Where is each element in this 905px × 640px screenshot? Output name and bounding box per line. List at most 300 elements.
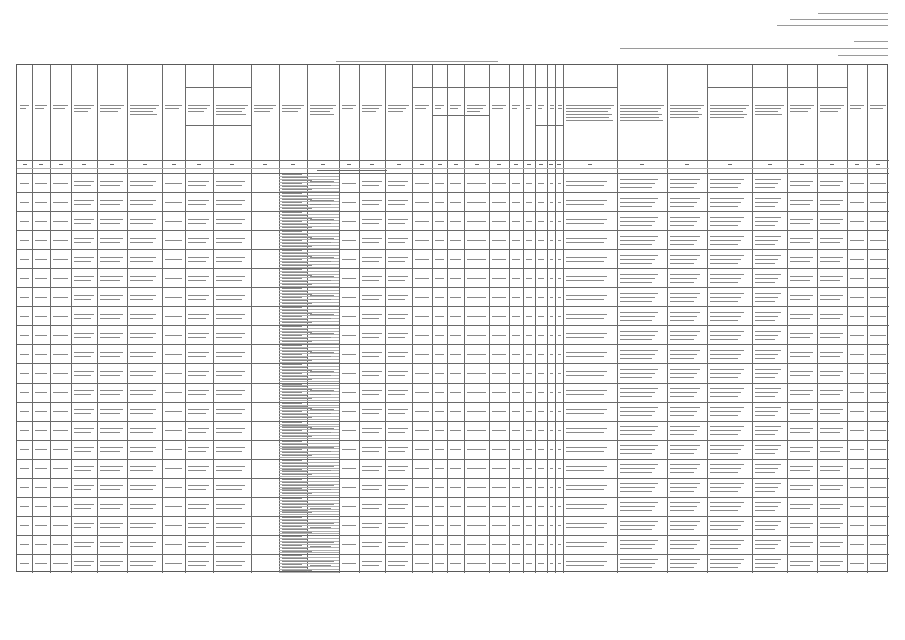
cell-text-line (755, 354, 778, 355)
cell-text-line (100, 546, 120, 547)
cell-text-line (620, 335, 655, 336)
cell-text-line (620, 350, 658, 351)
cell-text-line (282, 278, 302, 279)
cell-text-line (820, 185, 840, 186)
cell-text-line (388, 470, 405, 471)
cell-text-line (710, 563, 741, 564)
cell-text-line (467, 316, 486, 317)
cell-text-line (310, 527, 331, 528)
cell-text-line (388, 489, 405, 490)
cell-text-line (855, 164, 859, 165)
cell-text-line (790, 356, 810, 357)
cell-text-line (820, 447, 843, 448)
cell-text-line (415, 183, 429, 184)
cell-text-line (362, 466, 382, 467)
cell-text-line (74, 470, 91, 471)
cell-text-line (820, 181, 843, 182)
cell-text-line (820, 276, 843, 277)
cell-text-line (165, 108, 179, 109)
cell-text-line (282, 272, 307, 273)
cell-text-line (282, 221, 302, 222)
cell-text-line (362, 504, 382, 505)
cell-text-line (23, 164, 27, 165)
cell-text-line (850, 221, 864, 222)
header-text-line (790, 19, 888, 20)
cell-text-line (670, 217, 700, 218)
cell-text-line (20, 335, 29, 336)
cell-text-line (165, 411, 182, 412)
cell-text-line (512, 468, 520, 469)
cell-text-line (566, 105, 614, 106)
cell-text-line (282, 367, 307, 368)
cell-text-line (362, 523, 382, 524)
cell-text-line (216, 352, 245, 353)
cell-text-line (100, 299, 120, 300)
cell-text-line (130, 114, 157, 115)
cell-text-line (388, 371, 408, 372)
cell-text-line (282, 348, 307, 349)
cell-text-line (20, 544, 29, 545)
cell-text-line (820, 257, 843, 258)
cell-text-line (130, 108, 156, 109)
cell-text-line (53, 335, 68, 336)
cell-text-line (670, 293, 700, 294)
cell-text-line (130, 542, 156, 543)
cell-text-line (870, 297, 886, 298)
cell-text-line (342, 259, 356, 260)
cell-text-line (165, 354, 182, 355)
cell-text-line (566, 375, 604, 376)
cell-text-line (670, 117, 699, 118)
cell-text-line (282, 180, 312, 181)
cell-text-line (342, 335, 356, 336)
cell-text-line (415, 487, 429, 488)
cell-text-line (566, 352, 607, 353)
cell-text-line (282, 471, 307, 472)
cell-text-line (74, 352, 94, 353)
cell-text-line (130, 200, 156, 201)
cell-text-line (100, 466, 123, 467)
cell-text-line (100, 413, 120, 414)
cell-text-line (310, 314, 334, 315)
cell-text-line (165, 430, 182, 431)
cell-text-line (710, 339, 738, 340)
cell-text-line (790, 352, 813, 353)
cell-text-line (550, 240, 553, 241)
cell-text-line (710, 274, 744, 275)
cell-text-line (710, 350, 744, 351)
cell-text-line (282, 482, 307, 483)
cell-text-line (216, 181, 245, 182)
cell-text-line (362, 390, 382, 391)
cell-text-line (415, 335, 429, 336)
cell-text-line (755, 183, 778, 184)
cell-text-line (435, 108, 441, 109)
cell-text-line (282, 243, 307, 244)
row-divider (523, 87, 563, 88)
cell-text-line (282, 455, 312, 456)
cell-text-line (362, 333, 382, 334)
cell-text-line (282, 392, 302, 393)
cell-text-line (282, 357, 307, 358)
cell-text-line (282, 548, 307, 549)
cell-text-line (165, 525, 182, 526)
cell-text-line (790, 565, 810, 566)
cell-text-line (282, 351, 312, 352)
cell-text-line (820, 337, 840, 338)
cell-text-line (467, 335, 486, 336)
cell-text-line (388, 561, 408, 562)
cell-text-line (130, 333, 156, 334)
cell-text-line (53, 354, 68, 355)
cell-text-line (710, 282, 738, 283)
cell-text-line (710, 105, 749, 106)
cell-text-line (620, 217, 658, 218)
cell-text-line (790, 542, 813, 543)
cell-text-line (670, 111, 698, 112)
cell-text-line (620, 483, 658, 484)
cell-text-line (20, 525, 29, 526)
cell-text-line (362, 280, 379, 281)
cell-text-line (435, 335, 444, 336)
cell-text-line (710, 472, 738, 473)
row-divider (279, 572, 339, 573)
cell-text-line (130, 523, 156, 524)
cell-text-line (467, 354, 486, 355)
cell-text-line (282, 208, 312, 209)
cell-text-line (620, 183, 655, 184)
cell-text-line (188, 318, 206, 319)
cell-text-line (310, 523, 334, 524)
cell-text-line (362, 219, 382, 220)
cell-text-line (100, 470, 120, 471)
cell-text-line (35, 392, 47, 393)
cell-text-line (188, 413, 206, 414)
cell-text-line (450, 108, 458, 109)
cell-text-line (710, 548, 738, 549)
cell-text-line (310, 108, 333, 109)
cell-text-line (538, 221, 544, 222)
cell-text-line (526, 449, 532, 450)
cell-text-line (188, 333, 209, 334)
cell-text-line (450, 449, 461, 450)
cell-text-line (558, 183, 561, 184)
cell-text-line (100, 504, 123, 505)
cell-text-line (282, 411, 302, 412)
cell-text-line (566, 466, 607, 467)
cell-text-line (566, 489, 604, 490)
cell-text-line (310, 447, 334, 448)
cell-text-line (282, 466, 312, 467)
cell-text-line (755, 567, 775, 568)
cell-text-line (165, 563, 182, 564)
cell-text-line (620, 221, 655, 222)
cell-text-line (670, 358, 694, 359)
cell-text-line (188, 428, 209, 429)
cell-text-line (755, 236, 781, 237)
cell-text-line (538, 105, 544, 106)
cell-text-line (526, 316, 532, 317)
cell-text-line (620, 472, 652, 473)
cell-text-line (566, 333, 607, 334)
cell-text-line (755, 301, 775, 302)
cell-text-line (492, 506, 506, 507)
row-divider (17, 211, 889, 212)
cell-text-line (790, 413, 810, 414)
cell-text-line (790, 200, 813, 201)
cell-text-line (310, 181, 334, 182)
cell-text-line (59, 164, 63, 165)
cell-text-line (216, 371, 245, 372)
cell-text-line (710, 108, 746, 109)
cell-text-line (188, 337, 206, 338)
cell-text-line (620, 259, 655, 260)
cell-text-line (74, 238, 94, 239)
cell-text-line (188, 447, 209, 448)
cell-text-line (670, 540, 700, 541)
cell-text-line (388, 295, 408, 296)
cell-text-line (566, 299, 604, 300)
cell-text-line (870, 105, 886, 106)
cell-text-line (755, 559, 781, 560)
cell-text-line (282, 542, 312, 543)
cell-text-line (526, 221, 532, 222)
cell-text-line (550, 525, 553, 526)
cell-text-line (755, 449, 778, 450)
cell-text-line (282, 193, 302, 194)
cell-text-line (20, 506, 29, 507)
cell-text-line (550, 316, 553, 317)
cell-text-line (130, 356, 153, 357)
cell-text-line (550, 544, 553, 545)
cell-text-line (310, 356, 331, 357)
cell-text-line (870, 278, 886, 279)
cell-text-line (670, 206, 694, 207)
cell-text-line (282, 322, 312, 323)
cell-text-line (435, 468, 444, 469)
cell-text-line (342, 487, 356, 488)
cell-text-line (35, 373, 47, 374)
cell-text-line (710, 559, 744, 560)
cell-text-line (790, 409, 813, 410)
cell-text-line (254, 108, 273, 109)
row-divider (17, 306, 889, 307)
cell-text-line (435, 544, 444, 545)
cell-text-line (467, 373, 486, 374)
cell-text-line (415, 221, 429, 222)
cell-text-line (566, 523, 607, 524)
cell-text-line (74, 413, 91, 414)
cell-text-line (362, 527, 379, 528)
cell-text-line (670, 105, 704, 106)
cell-text-line (435, 563, 444, 564)
cell-text-line (53, 544, 68, 545)
cell-text-line (35, 335, 47, 336)
cell-text-line (526, 297, 532, 298)
cell-text-line (755, 259, 778, 260)
cell-text-line (100, 295, 123, 296)
cell-text-line (820, 542, 843, 543)
cell-text-line (188, 257, 209, 258)
cell-text-line (310, 504, 334, 505)
cell-text-line (310, 390, 334, 391)
cell-text-line (282, 354, 302, 355)
cell-text-line (670, 350, 700, 351)
cell-text-line (317, 170, 387, 171)
cell-text-line (310, 352, 334, 353)
cell-text-line (850, 525, 864, 526)
row-divider (707, 87, 847, 88)
cell-text-line (558, 506, 561, 507)
cell-text-line (20, 430, 29, 431)
cell-text-line (216, 489, 242, 490)
cell-text-line (512, 297, 520, 298)
cell-text-line (282, 384, 302, 385)
cell-text-line (620, 312, 658, 313)
cell-text-line (100, 447, 123, 448)
cell-text-line (566, 108, 611, 109)
cell-text-line (755, 544, 778, 545)
cell-text-line (282, 105, 304, 106)
cell-text-line (710, 445, 744, 446)
cell-text-line (512, 449, 520, 450)
cell-text-line (620, 206, 652, 207)
cell-text-line (685, 164, 689, 165)
cell-text-line (755, 339, 775, 340)
cell-text-line (165, 278, 182, 279)
cell-text-line (362, 242, 379, 243)
cell-text-line (550, 354, 553, 355)
cell-text-line (415, 108, 426, 109)
cell-text-line (282, 529, 307, 530)
cell-text-line (100, 542, 123, 543)
cell-text-line (188, 223, 206, 224)
subtitle-text-line (620, 48, 888, 49)
cell-text-line (492, 105, 506, 106)
cell-text-line (435, 392, 444, 393)
cell-text-line (558, 468, 561, 469)
cell-text-line (282, 303, 312, 304)
cell-text-line (388, 257, 408, 258)
cell-text-line (188, 565, 206, 566)
cell-text-line (310, 219, 334, 220)
cell-text-line (20, 108, 26, 109)
cell-text-line (790, 242, 810, 243)
cell-text-line (254, 105, 276, 106)
cell-text-line (435, 278, 444, 279)
cell-text-line (282, 561, 312, 562)
cell-text-line (130, 371, 156, 372)
cell-text-line (20, 105, 29, 106)
cell-text-line (110, 164, 114, 165)
cell-text-line (670, 502, 700, 503)
cell-text-line (550, 259, 553, 260)
cell-text-line (35, 316, 47, 317)
cell-text-line (755, 491, 775, 492)
row-divider (412, 87, 523, 88)
cell-text-line (388, 504, 408, 505)
cell-text-line (710, 453, 738, 454)
cell-text-line (310, 542, 334, 543)
cell-text-line (620, 108, 661, 109)
cell-text-line (20, 316, 29, 317)
cell-text-line (35, 468, 47, 469)
cell-text-line (342, 392, 356, 393)
cell-text-line (450, 468, 461, 469)
cell-text-line (526, 354, 532, 355)
cell-text-line (20, 354, 29, 355)
cell-text-line (526, 108, 530, 109)
cell-text-line (820, 470, 840, 471)
cell-text-line (755, 320, 775, 321)
cell-text-line (165, 105, 182, 106)
cell-text-line (550, 487, 553, 488)
cell-text-line (820, 371, 843, 372)
cell-text-line (282, 406, 307, 407)
cell-text-line (566, 504, 607, 505)
cell-text-line (130, 375, 153, 376)
cell-text-line (53, 430, 68, 431)
cell-text-line (282, 526, 302, 527)
cell-text-line (670, 259, 697, 260)
cell-text-line (310, 466, 334, 467)
cell-text-line (670, 179, 700, 180)
cell-text-line (216, 276, 245, 277)
cell-text-line (130, 470, 153, 471)
cell-text-line (435, 316, 444, 317)
cell-text-line (100, 527, 120, 528)
cell-text-line (216, 527, 242, 528)
cell-text-line (282, 488, 302, 489)
cell-text-line (282, 469, 302, 470)
cell-text-line (362, 261, 379, 262)
cell-text-line (388, 409, 408, 410)
cell-text-line (512, 316, 520, 317)
cell-text-line (710, 468, 741, 469)
cell-text-line (20, 278, 29, 279)
cell-text-line (362, 508, 379, 509)
cell-text-line (538, 392, 544, 393)
cell-text-line (492, 316, 506, 317)
cell-text-line (310, 432, 331, 433)
cell-text-line (710, 183, 741, 184)
cell-text-line (870, 544, 886, 545)
cell-text-line (558, 202, 561, 203)
cell-text-line (620, 548, 652, 549)
cell-text-line (342, 105, 356, 106)
cell-text-line (566, 117, 609, 118)
cell-text-line (74, 527, 91, 528)
cell-text-line (790, 527, 810, 528)
cell-text-line (435, 221, 444, 222)
cell-text-line (282, 189, 312, 190)
cell-text-line (620, 502, 658, 503)
cell-text-line (670, 114, 702, 115)
cell-text-line (362, 276, 382, 277)
cell-text-line (620, 179, 658, 180)
cell-text-line (130, 337, 153, 338)
cell-text-line (216, 111, 242, 112)
cell-text-line (435, 506, 444, 507)
cell-text-line (512, 506, 520, 507)
cell-text-line (620, 491, 652, 492)
cell-text-line (566, 114, 612, 115)
cell-text-line (310, 242, 331, 243)
cell-text-line (53, 563, 68, 564)
cell-text-line (20, 183, 29, 184)
cell-text-line (130, 257, 156, 258)
header-text-line (818, 13, 888, 14)
